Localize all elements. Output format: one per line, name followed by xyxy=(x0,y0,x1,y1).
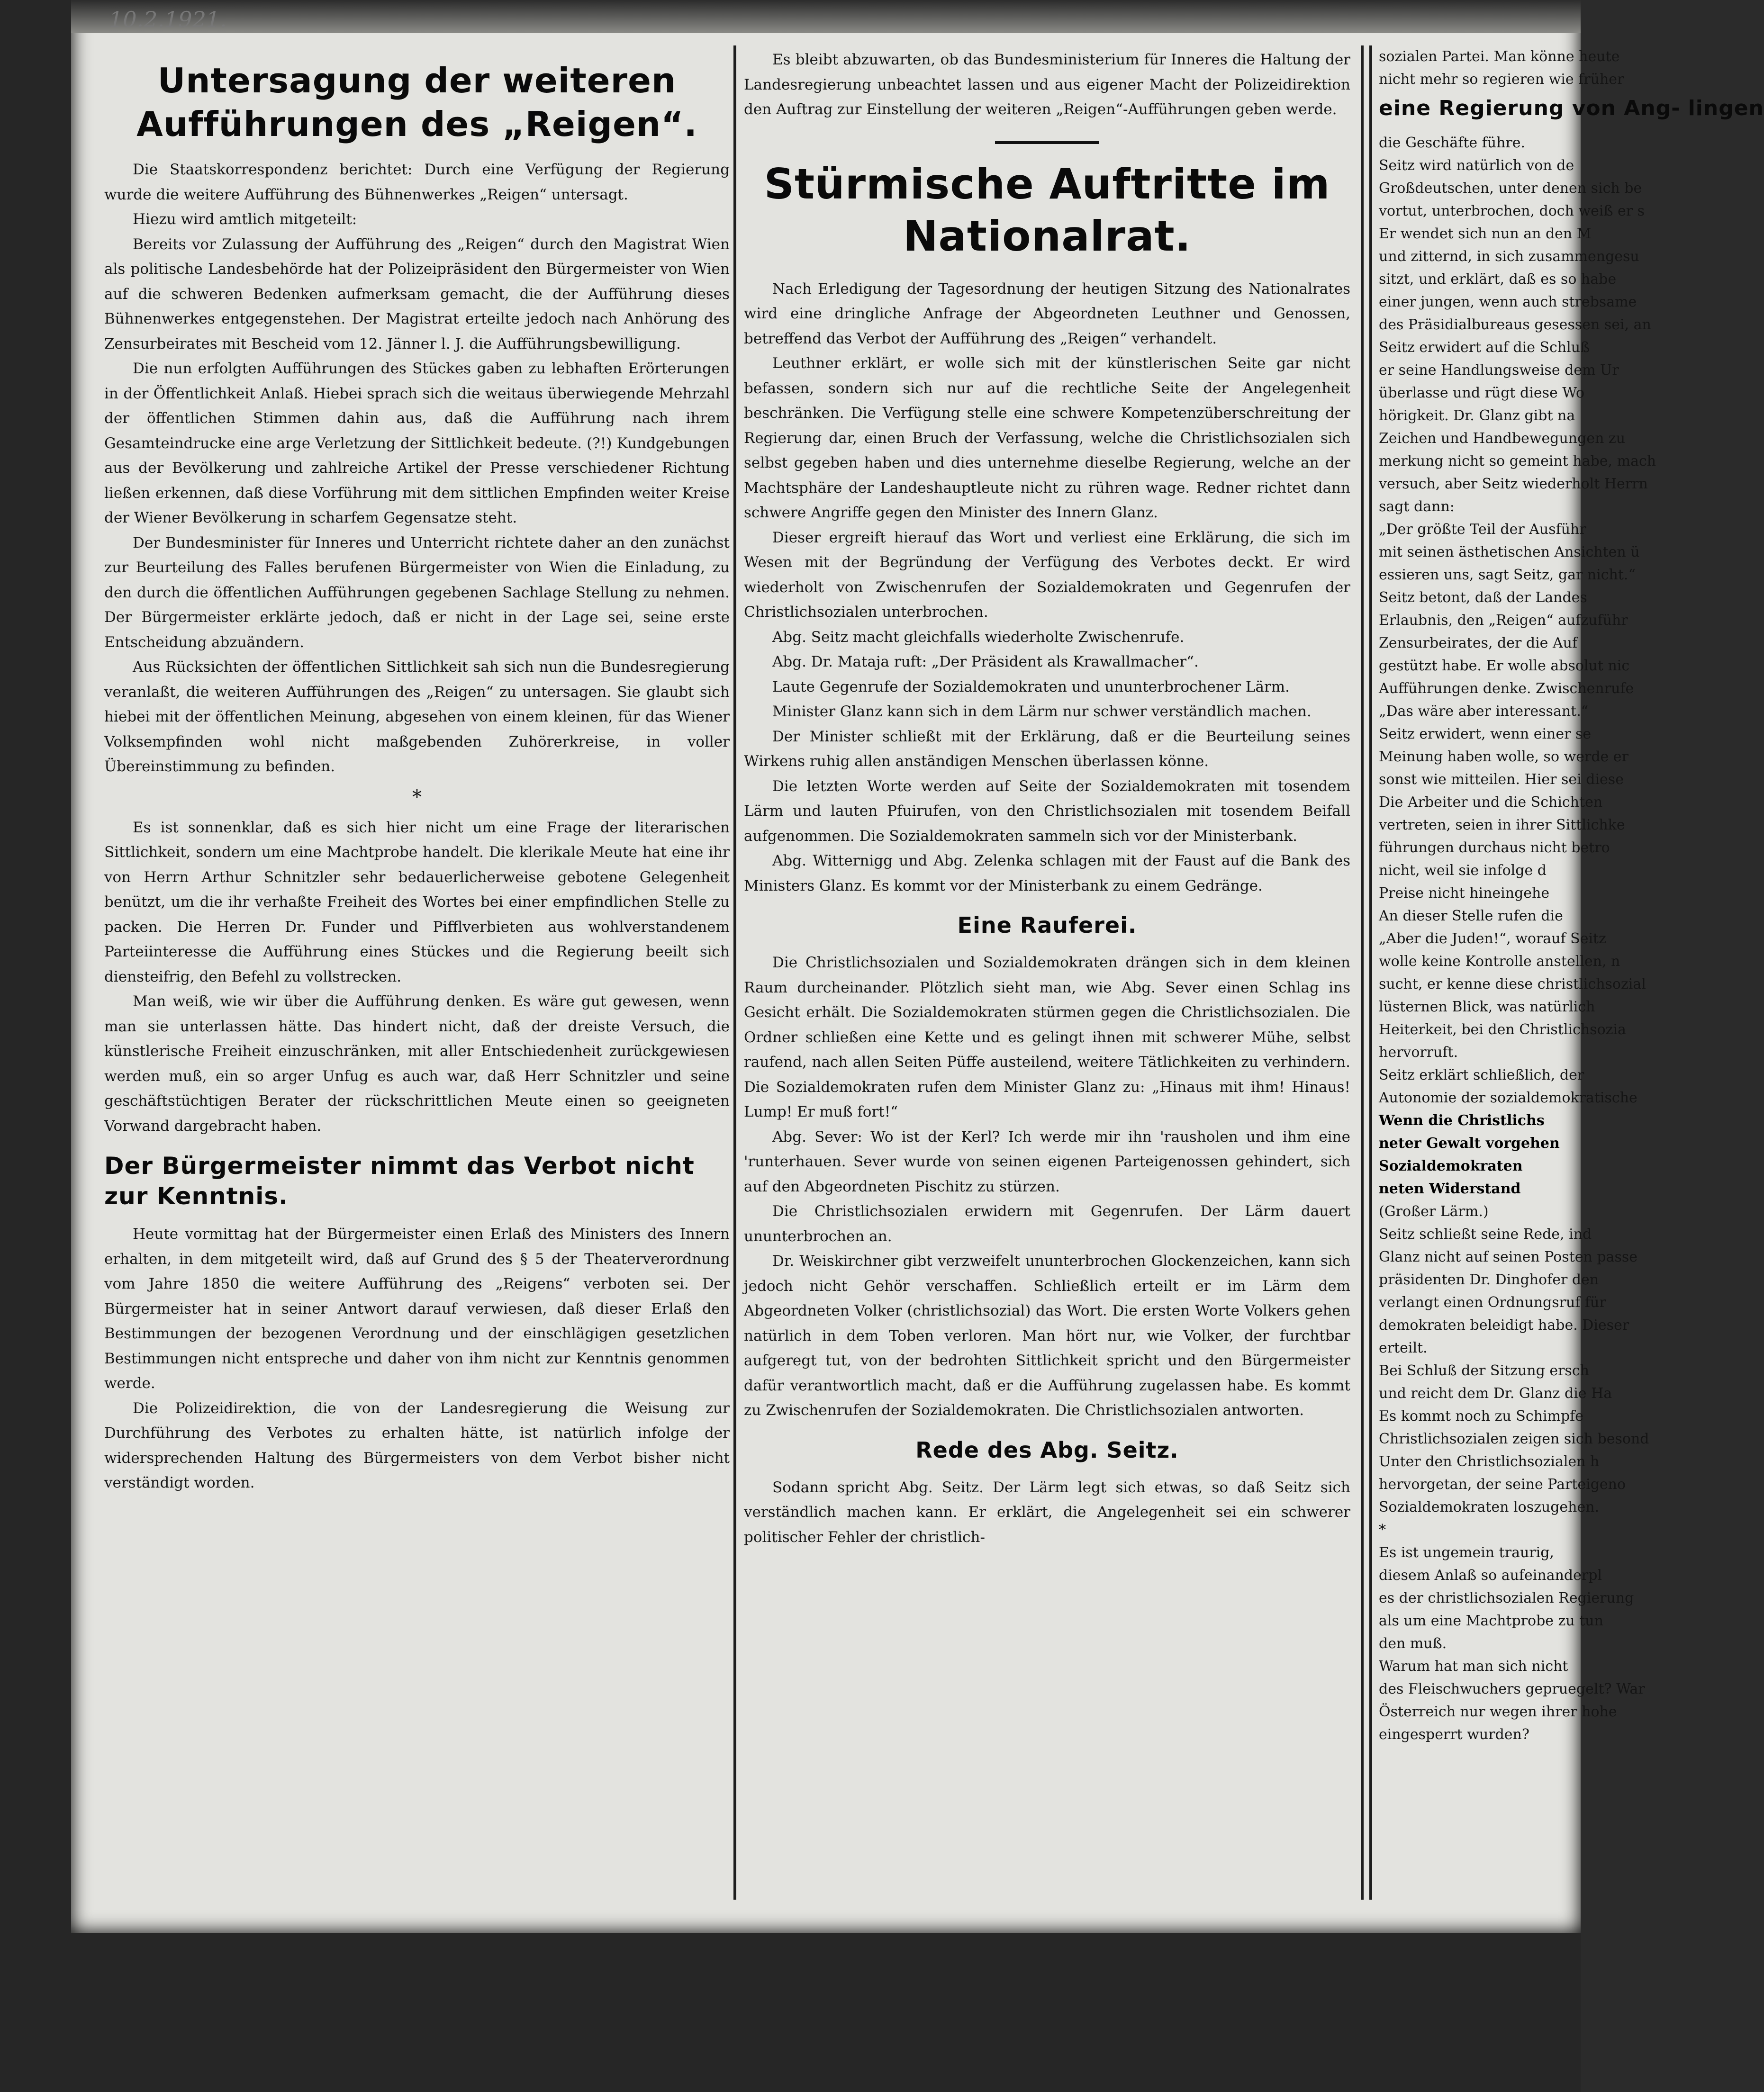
text-line: er seine Handlungsweise dem Ur xyxy=(1379,362,1619,379)
text-line: die Geschäfte führe. xyxy=(1379,135,1526,151)
article-paragraph: Dieser ergreift hierauf das Wort und verliest eine Erklärung, die sich im Wesen mit der Begründung der Verfügung des Verbotes deckt. Er wird wiederholt von Zwischenrufen der Sozialdemokraten und Gegenrufen der Christlichsozialen unterbrochen. xyxy=(744,529,1350,621)
text-line: des Präsidialbureaus gesessen sei, an xyxy=(1379,316,1651,333)
text-line: hervorgetan, der seine Parteigeno xyxy=(1379,1476,1626,1493)
text-line: des Fleischwuchers gepruegelt? War xyxy=(1379,1681,1645,1697)
text-line: Es kommt noch zu Schimpfe xyxy=(1379,1408,1584,1425)
text-line: den muß. xyxy=(1379,1635,1447,1652)
text-line: vortut, unterbrochen, doch weiß er s xyxy=(1379,203,1645,219)
text-line: und zitternd, in sich zusammengesu xyxy=(1379,248,1639,265)
text-line: lüsternen Blick, was natürlich xyxy=(1379,999,1595,1015)
text-line: Zensurbeirates, der die Auf xyxy=(1379,635,1578,651)
text-line: Er wendet sich nun an den M xyxy=(1379,225,1592,242)
text-line: sitzt, und erklärt, daß es so habe xyxy=(1379,271,1617,288)
text-line: einer jungen, wenn auch strebsame xyxy=(1379,294,1637,310)
handwritten-note: 10.2.1921. xyxy=(109,7,227,32)
text-line: sagt dann: xyxy=(1379,498,1455,515)
text-line: mit seinen ästhetischen Ansichten ü xyxy=(1379,544,1640,560)
column-rule-3 xyxy=(1369,45,1372,1900)
section-asterisk: * xyxy=(412,786,422,808)
text-line: „Der größte Teil der Ausführ xyxy=(1379,521,1586,538)
article-paragraph: Die nun erfolgten Aufführungen des Stückes gaben zu lebhaften Erörterungen in der Öffentlichkeit Anlaß. Hiebei sprach sich die weitaus überwiegende Mehrzahl der öffentlichen Stimmen dahin aus, daß die Aufführung nach ihrem Gesamteindrucke eine arge Verletzung der Sittlichkeit bedeute. (?!) Kundgebungen aus der Bevölkerung und zahlreiche Artikel der Presse verschiedener Richtung ließen erkennen, daß diese Vorführung mit dem sittlichen Empfinden weiter Kreise der Wiener Bevölkerung in scharfem Gegensatze steht. xyxy=(104,360,730,526)
text-line: Christlichsozialen zeigen sich besond xyxy=(1379,1431,1649,1447)
text-line: * xyxy=(1379,1522,1386,1538)
subheading-rauferei: Eine Rauferei. xyxy=(957,912,1137,938)
text-line: Glanz nicht auf seinen Posten passe xyxy=(1379,1249,1637,1265)
text-line: hervorruft. xyxy=(1379,1044,1458,1061)
text-line: wolle keine Kontrolle anstellen, n xyxy=(1379,953,1620,970)
text-line: Aufführungen denke. Zwischenrufe xyxy=(1379,680,1634,697)
text-line: „Aber die Juden!“, worauf Seitz xyxy=(1379,930,1606,947)
article-paragraph: Nach Erledigung der Tagesordnung der heutigen Sitzung des Nationalrates wird eine dringliche Anfrage der Abgeordneten Leuthner und Genossen, betreffend das Verbot der Aufführung des „Reigen“ verhandelt. xyxy=(744,280,1350,347)
text-line: essieren uns, sagt Seitz, gar nicht.“ xyxy=(1379,567,1636,583)
text-line: Großdeutschen, unter denen sich be xyxy=(1379,180,1642,197)
text-line: Heiterkeit, bei den Christlichsozia xyxy=(1379,1021,1626,1038)
headline-regierung: eine Regierung von Ang- lingen xyxy=(1379,96,1764,120)
commentary-paragraph: Man weiß, wie wir über die Aufführung denken. Es wäre gut gewesen, wenn man sie unterlassen hätte. Das hindert nicht, daß der dreiste Versuch, die künstlerische Freiheit einzuschränken, mit aller Entschiedenheit zurückgewiesen werden muß, ein so arger Unfug es auch war, daß Herr Schnitzler und seine geschäftstüchtigen Berater der rückschrittlichen Meute einen so geeigneten Vorwand dargebracht haben. xyxy=(104,993,730,1135)
text-line: Seitz erklärt schließlich, der xyxy=(1379,1067,1584,1083)
column-rule-1 xyxy=(733,45,736,1900)
text-line: Österreich nur wegen ihrer hohe xyxy=(1379,1704,1617,1720)
text-line: sucht, er kenne diese christlichsozial xyxy=(1379,976,1646,992)
text-line: eingesperrt wurden? xyxy=(1379,1726,1529,1743)
text-line: Warum hat man sich nicht xyxy=(1379,1658,1568,1675)
text-line: als um eine Machtprobe zu tun xyxy=(1379,1613,1603,1629)
text-line: Seitz erwidert auf die Schluß xyxy=(1379,339,1590,356)
text-line: demokraten beleidigt habe. Dieser xyxy=(1379,1317,1629,1334)
text-line: nicht, weil sie infolge d xyxy=(1379,862,1547,879)
article-paragraph: Abg. Witternigg und Abg. Zelenka schlagen mit der Faust auf die Bank des Ministers Glanz. Es kommt vor der Ministerbank zu einem Gedränge. xyxy=(744,852,1350,894)
text-line: Es ist ungemein traurig, xyxy=(1379,1544,1554,1561)
article-paragraph: Der Bundesminister für Inneres und Unterricht richtete daher an den zunächst zur Beurteilung des Falles berufenen Bürgermeister von Wien die Einladung, zu den durch die öffentlichen Aufführungen gegebenen Sachlage Stellung zu nehmen. Der Bürgermeister erklärte jedoch, daß er nicht in der Lage sei, seine erste Entscheidung abzuändern. xyxy=(104,534,730,651)
bold-statement xyxy=(1379,1109,1597,1200)
article-paragraph: Laute Gegenrufe der Sozialdemokraten und ununterbrochener Lärm. xyxy=(772,678,1290,695)
article-paragraph: Abg. Sever: Wo ist der Kerl? Ich werde mir ihn 'rausholen und ihm eine 'runterhauen. Sever wurde von seinen eigenen Parteigenossen gehindert, sich auf den Abgeordneten Pischitz zu stürzen. xyxy=(744,1128,1350,1195)
article-paragraph: Hiezu wird amtlich mitgeteilt: xyxy=(133,211,357,228)
column-3-body-end xyxy=(1379,1200,1649,1746)
article-paragraph: Der Minister schließt mit der Erklärung, daß er die Beurteilung seines Wirkens ruhig allen anständigen Menschen überlassen könne. xyxy=(744,728,1350,770)
bold-line: neter Gewalt vorgehen xyxy=(1379,1135,1560,1152)
text-line: sozialen Partei. Man könne heute xyxy=(1379,48,1620,65)
bold-line: Wenn die Christlichs xyxy=(1379,1112,1545,1129)
torn-top-edge xyxy=(71,0,1581,33)
text-line: Seitz wird natürlich von de xyxy=(1379,157,1574,174)
text-line: An dieser Stelle rufen die xyxy=(1379,908,1563,924)
subheading-seitz-speech: Rede des Abg. Seitz. xyxy=(915,1437,1179,1463)
text-line: nicht mehr so regieren wie früher xyxy=(1379,71,1624,88)
text-line: „Das wäre aber interessant.“ xyxy=(1379,703,1589,720)
text-line: präsidenten Dr. Dinghofer den xyxy=(1379,1271,1599,1288)
column-3-body xyxy=(1379,132,1656,1109)
text-line: Zeichen und Handbewegungen zu xyxy=(1379,430,1626,447)
column-3 xyxy=(1379,45,1764,1904)
article-paragraph: Dr. Weiskirchner gibt verzweifelt ununterbrochen Glockenzeichen, kann sich jedoch nicht Gehör verschaffen. Schließlich erteilt er im Lärm dem Abgeordneten Volker (christlichsozial) das Wort. Die ersten Worte Volkers gehen natürlich in dem Toben verloren. Man hört nur, wie Volker, der furchtbar aufgeregt tut, von der bedrohten Sittlichkeit spricht und den Bürgermeister dafür verantwortlich macht, daß er die Aufführung zugelassen habe. Es kommt zu Zwischenrufen der Sozialdemokraten. Die Christlichsozialen antworten. xyxy=(744,1253,1350,1419)
column-1 xyxy=(104,45,730,1904)
article-paragraph: Minister Glanz kann sich in dem Lärm nur schwer verständlich machen. xyxy=(772,703,1312,720)
text-line: es der christlichsozialen Regierung xyxy=(1379,1590,1634,1606)
text-line: Bei Schluß der Sitzung ersch xyxy=(1379,1362,1589,1379)
article-paragraph: Leuthner erklärt, er wolle sich mit der künstlerischen Seite gar nicht befassen, sondern sich nur auf die rechtliche Seite der Angelegenheit beschränken. Die Verfügung stelle eine schwere Kompetenzüberschreitung der Regierung dar, einen Bruch der Verfassung, welche die Christlichsozialen sich selbst gegeben haben und dies unternehme dieselbe Regierung, welche an der Machtsphäre der Landeshauptleute nicht zu rühren wage. Redner richtet dann schwere Angriffe gegen den Minister des Innern Glanz. xyxy=(744,355,1350,521)
text-line: versuch, aber Seitz wiederholt Herrn xyxy=(1379,476,1648,492)
text-line: merkung nicht so gemeint habe, mach xyxy=(1379,453,1656,469)
headline-nationalrat: Stürmische Auftritte im Nationalrat. xyxy=(764,159,1330,261)
bold-line: Sozialdemokraten xyxy=(1379,1158,1523,1174)
article-paragraph: Abg. Seitz macht gleichfalls wiederholte Zwischenrufe. xyxy=(772,628,1185,646)
text-line: diesem Anlaß so aufeinanderpl xyxy=(1379,1567,1602,1584)
headline-reigen-ban: Untersagung der weiteren Aufführungen des „Reigen“. xyxy=(136,61,697,144)
headline-mayor: Der Bürgermeister nimmt das Verbot nicht zur Kenntnis. xyxy=(104,1152,695,1210)
commentary-paragraph: Es ist sonnenklar, daß es sich hier nicht um eine Frage der literarischen Sittlichkeit, sondern um eine Machtprobe handelt. Die klerikale Meute hat eine ihr von Herrn Arthur Schnitzler sehr bedauerlicherweise gebotene Gelegenheit benützt, um die ihr verhaßte Freiheit des Wortes bei einer empfindlichen Stelle zu packen. Die Herren Dr. Funder und Pifflverbieten aus wohlverstandenem Parteiinteresse die Aufführung eines Stückes und die Regierung beeilt sich diensteifrig, den Befehl zu vollstrecken. xyxy=(104,819,730,985)
text-line: Seitz schließt seine Rede, ind xyxy=(1379,1226,1592,1243)
text-line: Seitz betont, daß der Landes xyxy=(1379,589,1587,606)
text-line: vertreten, seien in ihrer Sittlichke xyxy=(1379,817,1625,833)
text-line: Die Arbeiter und die Schichten xyxy=(1379,794,1603,811)
text-line: (Großer Lärm.) xyxy=(1379,1203,1489,1220)
text-line: führungen durchaus nicht betro xyxy=(1379,839,1610,856)
text-line: und reicht dem Dr. Glanz die Ha xyxy=(1379,1385,1612,1402)
text-line: sonst wie mitteilen. Hier sei diese xyxy=(1379,771,1624,788)
text-line: Sozialdemokraten loszugehen. xyxy=(1379,1499,1600,1515)
column-2 xyxy=(744,47,1350,1904)
article-paragraph: Die Christlichsozialen erwidern mit Gegenrufen. Der Lärm dauert ununterbrochen an. xyxy=(744,1203,1350,1245)
newspaper-page xyxy=(71,0,1764,1933)
text-line: Autonomie der sozialdemokratische xyxy=(1379,1090,1637,1106)
text-line: erteilt. xyxy=(1379,1340,1428,1356)
text-line: überlasse und rügt diese Wo xyxy=(1379,385,1585,401)
separator-rule xyxy=(995,141,1099,144)
article-paragraph: Die letzten Worte werden auf Seite der Sozialdemokraten mit tosendem Lärm und lauten Pfuirufen, von den Christlichsozialen mit tosendem Beifall aufgenommen. Die Sozialdemokraten sammeln sich vor der Ministerbank. xyxy=(744,777,1350,845)
text-line: Preise nicht hineingehe xyxy=(1379,885,1550,902)
text-line: gestützt habe. Er wolle absolut nic xyxy=(1379,658,1630,674)
column-rule-2 xyxy=(1361,45,1364,1900)
article-paragraph: Aus Rücksichten der öffentlichen Sittlichkeit sah sich nun die Bundesregierung veranlaßt, die weiteren Aufführungen des „Reigen“ zu untersagen. Sie glaubt sich hiebei mit der öffentlichen Meinung, abgesehen von einem kleinen, für das Wiener Volksempfinden wohl nicht maßgebenden Zuhörerkreise, in voller Übereinstimmung zu befinden. xyxy=(104,658,730,775)
article-paragraph: Die Polizeidirektion, die von der Landesregierung die Weisung zur Durchführung des Verbotes zu erhalten hätte, ist natürlich infolge der widersprechenden Haltung des Bürgermeisters von dem Verbot bisher nicht verständigt worden. xyxy=(104,1399,730,1491)
text-line: Meinung haben wolle, so werde er xyxy=(1379,748,1628,765)
bold-line: neten Widerstand xyxy=(1379,1181,1521,1197)
text-line: hörigkeit. Dr. Glanz gibt na xyxy=(1379,407,1575,424)
article-paragraph: Die Christlichsozialen und Sozialdemokraten drängen sich in dem kleinen Raum durcheinander. Plötzlich sieht man, wie Abg. Sever einen Schlag ins Gesicht erhält. Die Sozialdemokraten stürmen gegen die Christlichsozialen. Die Ordner schließen eine Kette und es gelingt ihnen mit schwerer Mühe, selbst raufend, nach allen Seiten Püffe austeilend, weitere Tätlichkeiten zu verhindern. Die Sozialdemokraten rufen dem Minister Glanz zu: „Hinaus mit ihm! Hinaus! Lump! Er muß fort!“ xyxy=(744,954,1350,1120)
text-line: verlangt einen Ordnungsruf für xyxy=(1379,1294,1606,1311)
article-paragraph: Abg. Dr. Mataja ruft: „Der Präsident als Krawallmacher“. xyxy=(772,653,1199,670)
intro-paragraph: Es bleibt abzuwarten, ob das Bundesministerium für Inneres die Haltung der Landesregierung unbeachtet lassen und aus eigener Macht der Polizeidirektion den Auftrag zur Einstellung der weiteren „Reigen“-Aufführungen geben werde. xyxy=(744,51,1350,118)
article-paragraph: Die Staatskorrespondenz berichtet: Durch eine Verfügung der Regierung wurde die weitere Aufführung des Bühnenwerkes „Reigen“ untersagt. xyxy=(104,161,730,203)
text-line: Erlaubnis, den „Reigen“ aufzuführ xyxy=(1379,612,1628,629)
text-line: Seitz erwidert, wenn einer se xyxy=(1379,726,1592,742)
article-paragraph: Sodann spricht Abg. Seitz. Der Lärm legt sich etwas, so daß Seitz sich verständlich machen kann. Er erklärt, die Angelegenheit sei ein schwerer politischer Fehler der christlich- xyxy=(744,1479,1350,1546)
article-paragraph: Heute vormittag hat der Bürgermeister einen Erlaß des Ministers des Innern erhalten, in dem mitgeteilt wird, daß auf Grund des § 5 der Theaterverordnung vom Jahre 1850 die weitere Aufführung des „Reigens“ verboten sei. Der Bürgermeister hat in seiner Antwort darauf verwiesen, daß dieser Erlaß den Bestimmungen der bezogenen Verordnung und der einschlägigen gesetzlichen Bestimmungen nicht entspreche und daher von ihm nicht zur Kenntnis genommen werde. xyxy=(104,1226,730,1392)
text-line: Unter den Christlichsozialen h xyxy=(1379,1453,1600,1470)
article-paragraph: Bereits vor Zulassung der Aufführung des „Reigen“ durch den Magistrat Wien als politische Landesbehörde hat der Polizeipräsident den Bürgermeister von Wien auf die schweren Bedenken aufmerksam gemacht, die der Aufführung dieses Bühnenwerkes entgegenstehen. Der Magistrat erteilte jedoch nach Anhörung des Zensurbeirates mit Bescheid vom 12. Jänner l. J. die Aufführungsbewilligung. xyxy=(104,235,730,352)
